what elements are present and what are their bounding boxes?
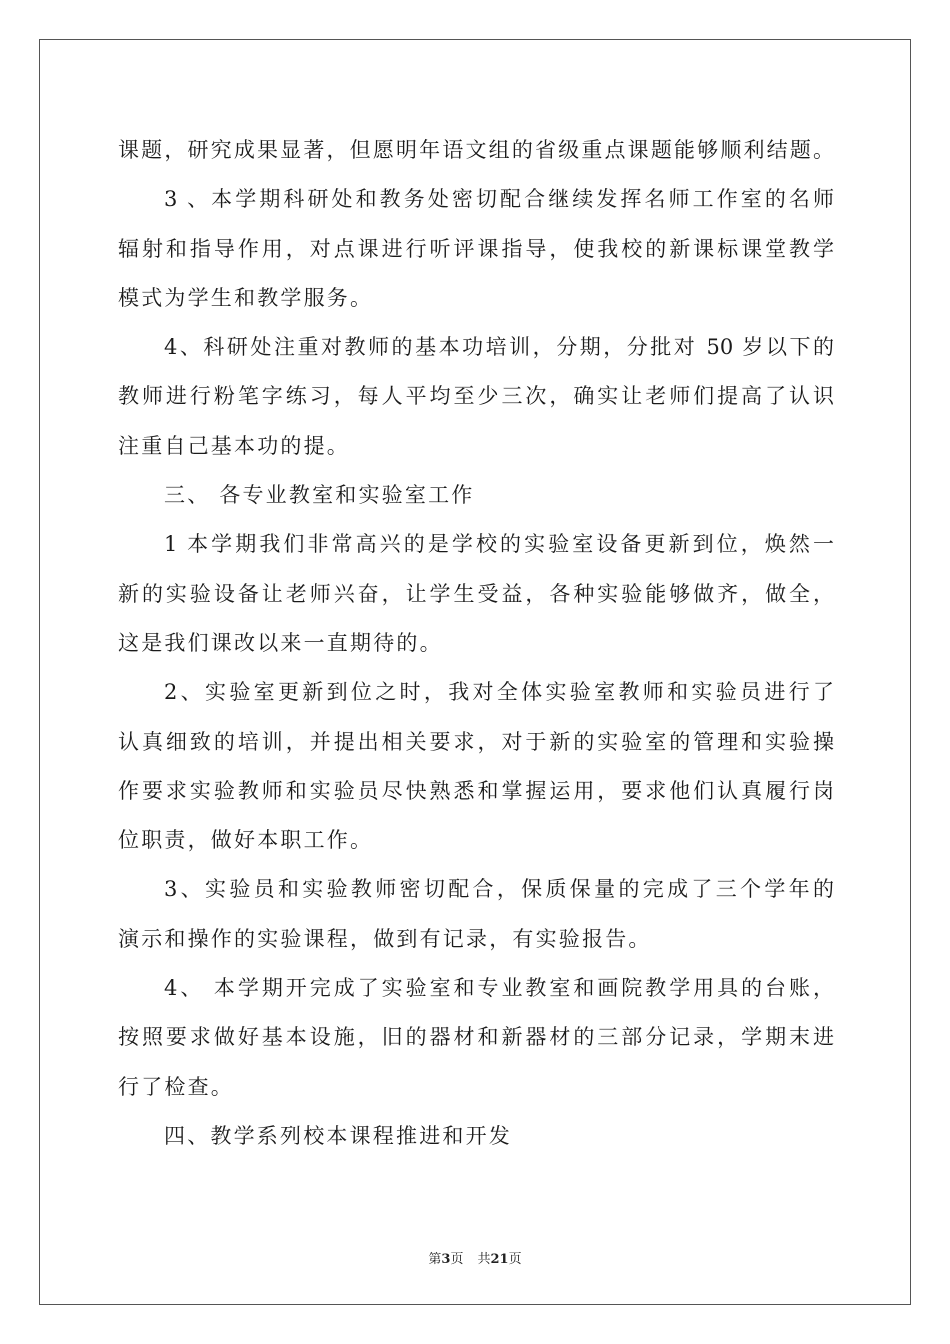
text-line: 课题，研究成果显著，但愿明年语文组的省级重点课题能够顺利结题。 [118,138,834,162]
text-line: 模式为学生和教学服务。 [118,285,374,310]
footer-total-suffix: 页 [508,1252,522,1267]
section-heading-3: 三、 各专业教室和实验室工作 [164,483,475,508]
text-line: 按照要求做好基本设施，旧的器材和新器材的三部分记录，学期末进 [118,1025,834,1050]
document-body [118,126,834,1161]
paragraph-item-4b: 4、 本学期开完成了实验室和专业教室和画院教学用具的台账， [164,976,834,1001]
text-line: 作要求实验教师和实验员尽快熟悉和掌握运用，要求他们认真履行岗 [118,778,834,803]
footer-page-prefix: 第 [428,1252,442,1267]
footer-total-pages: 21 [490,1252,509,1267]
paragraph-item-3: 3 、本学期科研处和教务处密切配合继续发挥名师工作室的名师 [164,187,834,212]
text-line: 新的实验设备让老师兴奋，让学生受益，各种实验能够做齐，做全， [118,581,834,606]
text-line: 辐射和指导作用，对点课进行听评课指导，使我校的新课标课堂教学 [118,236,834,261]
paragraph-item-3b: 3、实验员和实验教师密切配合，保质保量的完成了三个学年的 [164,877,834,902]
text-line: 认真细致的培训，并提出相关要求，对于新的实验室的管理和实验操 [118,729,834,754]
text-line: 教师进行粉笔字练习，每人平均至少三次，确实让老师们提高了认识 [118,384,834,409]
footer-total-prefix: 共 [477,1252,491,1267]
text-line: 这是我们课改以来一直期待的。 [118,630,443,655]
paragraph-item-2: 2、实验室更新到位之时，我对全体实验室教师和实验员进行了 [164,680,834,705]
text-line: 行了检查。 [118,1074,234,1099]
footer-page-suffix: 页 [450,1252,464,1267]
page-footer [0,1248,950,1267]
paragraph-item-4: 4、科研处注重对教师的基本功培训，分期，分批对 50 岁以下的 [164,335,834,360]
text-line: 注重自己基本功的提。 [118,433,350,458]
text-line: 演示和操作的实验课程，做到有记录，有实验报告。 [118,926,652,951]
paragraph-item-1: 1 本学期我们非常高兴的是学校的实验室设备更新到位，焕然一 [164,532,834,557]
section-heading-4: 四、教学系列校本课程推进和开发 [164,1123,512,1148]
footer-page-number: 3 [441,1252,451,1267]
text-line: 位职责，做好本职工作。 [118,828,374,853]
